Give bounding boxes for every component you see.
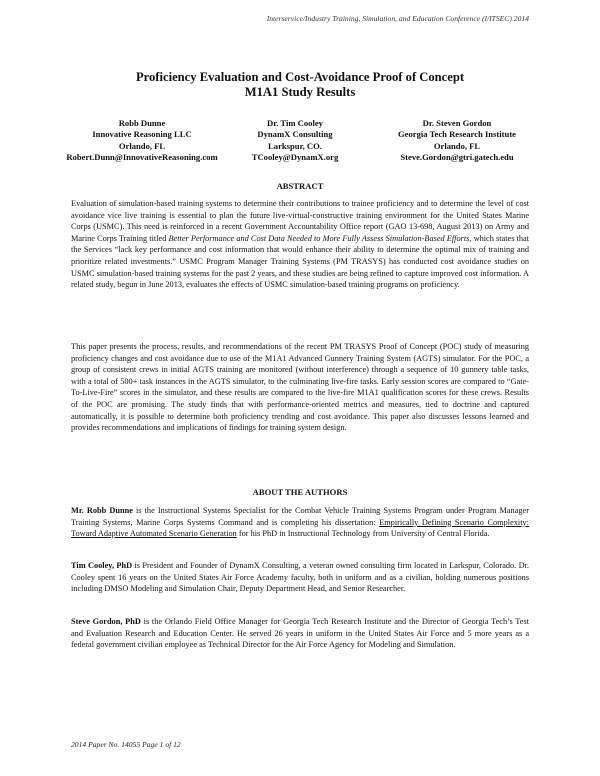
- author-name: Dr. Tim Cooley: [267, 118, 323, 128]
- author-block: [62, 118, 542, 170]
- bio-gordon: [71, 616, 529, 651]
- author-cooley: [220, 118, 370, 163]
- author-location: Orlando, FL: [433, 140, 481, 151]
- author-org: Georgia Tech Research Institute: [398, 129, 516, 140]
- gao-report-title: Better Performance and Cost Data Needed to More Fully Assess Simulation-Based Efforts: [168, 233, 470, 243]
- author-name: Dr. Steven Gordon: [422, 118, 492, 128]
- paper-title: [0, 70, 600, 100]
- abstract-paragraph-1: [71, 198, 529, 291]
- author-location: Orlando, FL: [118, 140, 166, 151]
- abstract-heading: ABSTRACT: [276, 181, 324, 191]
- page-footer: 2014 Paper No. 14055 Page 1 of 12: [71, 740, 181, 749]
- author-email: Steve.Gordon@gtri.gatech.edu: [400, 151, 514, 162]
- author-org: DynamX Consulting: [257, 129, 333, 140]
- author-gordon: [372, 118, 542, 163]
- running-header: Interservice/Industry Training, Simulation, and Education Conference (I/ITSEC) 2014: [266, 14, 529, 23]
- abstract-p1-part-a: Evaluation of simulation-based training systems to determine their contributions to trainee proficiency and to determine the level of cost avoidance vice live training is essential to plan the future live-virtual-constructive training environment for the United States Marine Corps (USMC). This need is reinforced in a recent Government Accountability Office report (GAO 13-698, August 2013) on Army and Marine Corps Training titled: [71, 199, 529, 243]
- bio-name: Steve Gordon, PhD: [71, 617, 141, 626]
- title-line-1: Proficiency Evaluation and Cost-Avoidance Proof of Concept: [135, 70, 465, 84]
- bio-text: is President and Founder of DynamX Consulting, a veteran owned consulting firm located in Larkspur, Colorado. Dr. Cooley spent 16 years on the United States Air Force Academy faculty, both in uniform and as a civilian, holding numerous positions including DMSO Modeling and Simulation Chair, Deputy Department Head, and Senior Researcher.: [71, 561, 530, 594]
- author-org: Innovative Reasoning LLC: [92, 129, 192, 140]
- bio-text-b: for his PhD in Instructional Technology from University of Central Florida.: [236, 529, 490, 539]
- author-dunne: [62, 118, 222, 163]
- bio-dunne: [71, 505, 529, 540]
- title-line-2: M1A1 Study Results: [244, 85, 356, 99]
- bio-name: Tim Cooley, PhD: [71, 561, 133, 570]
- abstract-paragraph-2: This paper presents the process, results, and recommendations of the recent PM TRASYS Proof of Concept (POC) study of measuring proficiency changes and cost avoidance due to use of the M1A1 Advanced Gunnery Training System (AGTS) simulator. For the POC, a group of consistent crews in initial AGTS training are monitored (without interference) through a sequence of 10 gunnery table tasks, with a total of 500+ task instances in the AGTS simulator, to the culminating live-fire tasks. Early session scores are compared to “Gate-To-Live-Fire” scores in the simulator, and these results are compared to the live-fire M1A1 qualification scores for these crews. Results of the POC are promising. The study finds that with performance-oriented metrics and measures, tied to doctrine and captured automatically, it is possible to determine both proficiency trending and cost avoidance. This paper also discusses lessons learned and provides recommendations and implications of findings for training system design.: [71, 342, 529, 433]
- bio-name: Mr. Robb Dunne: [71, 506, 133, 515]
- abstract-p1-part-b: , which states that the Services “lack key performance and cost information that would enhance their ability to determine the optimal mix of training and prioritize related investments.” USMC Program Manager Training Systems (PM TRASYS) has conducted cost avoidance studies on USMC simulation-based training systems for the past 2 years, and these studies are being refined to capture improved cost information. A related study, begun in June 2013, evaluates the effects of USMC simulation-based training programs on proficiency.: [71, 233, 529, 290]
- author-email: TCooley@DynamX.org: [251, 151, 339, 162]
- about-authors-heading: ABOUT THE AUTHORS: [252, 487, 348, 497]
- author-email: Robert.Dunn@InnovativeReasoning.com: [66, 151, 218, 162]
- author-name: Robb Dunne: [118, 118, 166, 128]
- author-location: Larkspur, CO.: [268, 140, 322, 151]
- dissertation-title: Empirically Defining Scenario Complexity: Toward Adaptive Automated Scenario Generation: [71, 517, 529, 539]
- bio-text-a: is the Instructional Systems Specialist for the Combat Vehicle Training Systems Program under Program Manager Training Systems, Marine Corps Systems Command and is completing his dissertation:: [71, 506, 529, 527]
- bio-cooley: [71, 560, 529, 595]
- bio-text: is the Orlando Field Office Manager for Georgia Tech Research Institute and the Director of Georgia Tech’s Test and Evaluation Research and Education Center. He served 26 years in uniform in the United States Air Force and 5 more years as a federal government civilian employee as Technical Director for the Air Force Agency for Modeling and Simulation.: [71, 617, 529, 650]
